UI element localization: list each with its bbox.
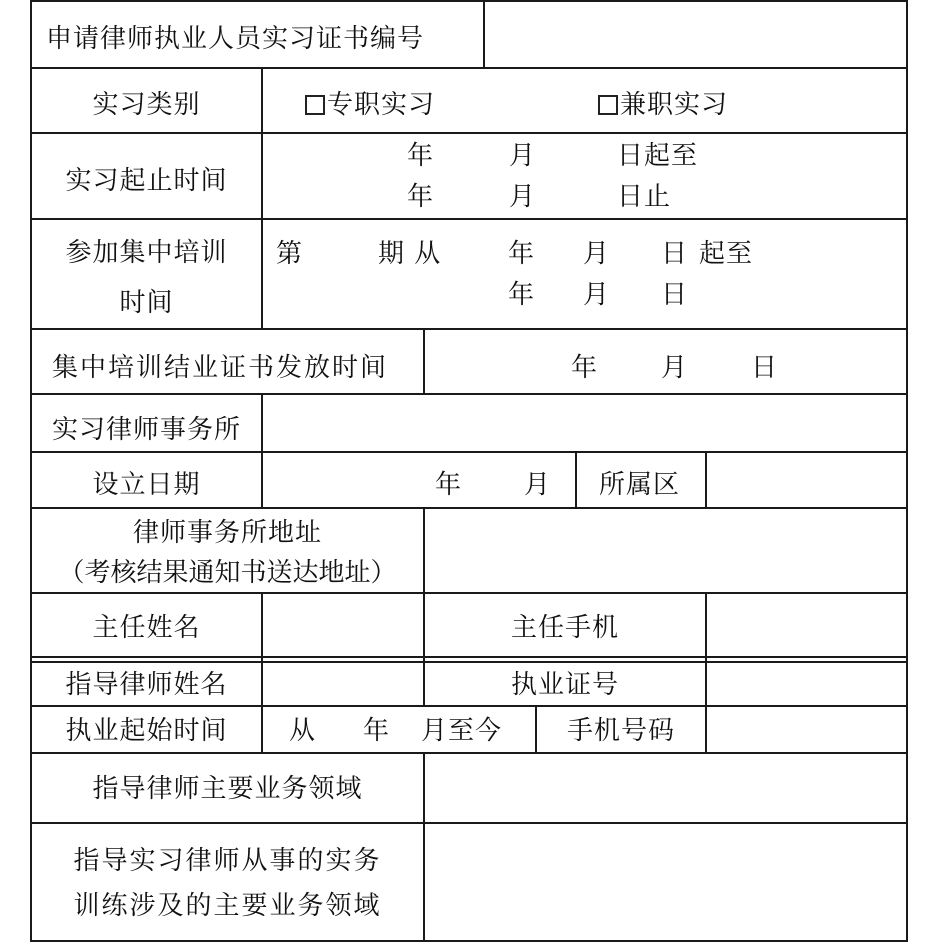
cell-divider [423,328,425,394]
training-time-label-line2: 时间 [119,288,174,318]
training-end-year-unit: 年 [508,280,536,310]
start-year-unit: 年 [407,141,435,171]
license-number-field[interactable] [707,663,906,705]
parttime-checkbox[interactable] [598,95,618,115]
establish-date-label: 设立日期 [92,470,201,500]
district-field[interactable] [707,453,906,507]
training-area-label-line2: 训练涉及的主要业务领域 [73,891,382,921]
start-month-unit: 月 [509,141,537,171]
end-year-unit: 年 [407,182,435,212]
establish-year-unit: 年 [435,470,463,500]
training-end-day-unit: 日 [661,280,689,310]
practice-year-unit: 年 [363,716,391,746]
session-prefix: 第 [276,239,304,269]
cell-divider [261,67,263,329]
certificate-number-field[interactable] [485,2,906,67]
fulltime-checkbox[interactable] [305,95,325,115]
training-start-year-unit: 年 [508,239,536,269]
internship-period-label: 实习起止时间 [65,166,228,196]
cert-day-unit: 日 [751,353,779,383]
director-name-label: 主任姓名 [92,613,201,643]
session-suffix-from: 期 从 [378,239,442,269]
row-divider [30,328,908,330]
row-divider [30,67,908,69]
fulltime-option[interactable] [305,90,435,120]
training-area-label-line1: 指导实习律师从事的实务 [73,846,382,876]
supervisor-name-label: 指导律师姓名 [65,670,228,700]
certificate-number-label: 申请律师执业人员实习证书编号 [46,24,425,54]
director-name-field[interactable] [263,594,423,656]
parttime-option[interactable] [598,90,728,120]
table-border-right [906,0,908,942]
cell-divider [575,451,577,508]
firm-address-label-line2: （考核结果通知书送达地址） [58,558,397,588]
cert-year-unit: 年 [571,353,599,383]
practice-start-label: 执业起始时间 [65,716,228,746]
supervisor-name-field[interactable] [263,663,423,705]
training-start-day-unit: 日 [661,239,689,269]
law-firm-field[interactable] [263,395,906,451]
firm-address-field[interactable] [425,509,906,592]
law-firm-label: 实习律师事务所 [52,415,242,445]
internship-type-label: 实习类别 [92,90,201,120]
row-divider [30,132,908,134]
director-phone-field[interactable] [707,594,906,656]
training-end-month-unit: 月 [583,280,611,310]
start-day-suffix: 日起至 [617,141,699,171]
end-month-unit: 月 [509,182,537,212]
district-label: 所属区 [599,470,681,500]
training-until-text: 起至 [699,239,754,269]
cert-month-unit: 月 [661,353,689,383]
supervisor-phone-label: 手机号码 [566,716,675,746]
supervisor-phone-field[interactable] [707,707,906,752]
training-time-label-line1: 参加集中培训 [65,238,228,268]
fulltime-option-label: 专职实习 [327,90,436,120]
training-area-field[interactable] [425,824,906,940]
table-border-bottom [30,940,908,942]
establish-month-unit: 月 [524,470,552,500]
training-start-month-unit: 月 [583,239,611,269]
row-divider [30,218,908,220]
parttime-option-label: 兼职实习 [620,90,729,120]
firm-address-label-line1: 律师事务所地址 [132,518,322,548]
director-phone-label: 主任手机 [510,613,619,643]
license-number-label: 执业证号 [510,670,619,700]
practice-month-to-now: 月至今 [421,716,503,746]
practice-from-text: 从 [289,716,317,746]
supervisor-practice-area-field[interactable] [425,754,906,822]
end-day-suffix: 日止 [617,182,672,212]
supervisor-practice-area-label: 指导律师主要业务领域 [92,774,363,804]
completion-cert-date-label: 集中培训结业证书发放时间 [52,353,389,383]
row-divider [30,656,908,658]
